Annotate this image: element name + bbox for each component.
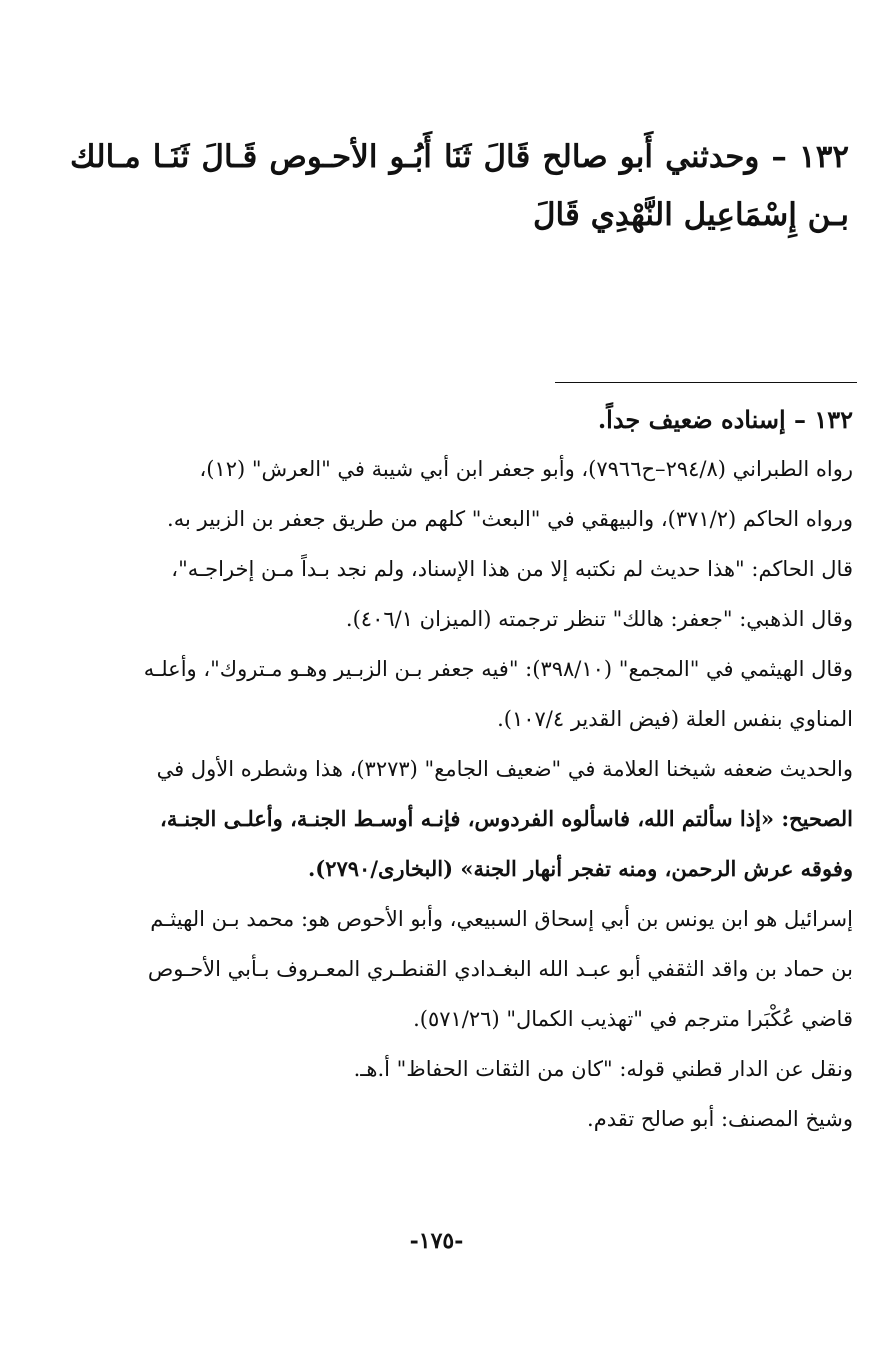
footnote-line: والحديث ضعفه شيخنا العلامة في "ضعيف الجامع" (٣٢٧٣)، هذا وشطره الأول في bbox=[156, 757, 853, 781]
footnote-line: المناوي بنفس العلة (فيض القدير ١٠٧/٤). bbox=[497, 707, 853, 731]
footnote-line: ورواه الحاكم (٣٧١/٢)، والبيهقي في "البعث" كلهم من طريق جعفر بن الزبير به. bbox=[167, 507, 853, 531]
footnote-line: وقال الذهبي: "جعفر: هالك" تنظر ترجمته (الميزان ٤٠٦/١). bbox=[345, 607, 853, 631]
footnote-line: قاضي عُكْبَرا مترجم في "تهذيب الكمال" (٥٧١/٢٦). bbox=[413, 1007, 853, 1031]
page-number: -١٧٥- bbox=[409, 1228, 464, 1254]
footnote-line: رواه الطبراني (٢٩٤/٨–ح٧٩٦٦)، وأبو جعفر ابن أبي شيبة في "العرش" (١٢)، bbox=[199, 457, 853, 481]
footnote-line: إسرائيل هو ابن يونس بن أبي إسحاق السبيعي، وأبو الأحوص هو: محمد بـن الهيثـم bbox=[150, 907, 853, 931]
footnote-line-hadith-quote: وفوقه عرش الرحمن، ومنه تفجر أنهار الجنة» (البخارى/٢٧٩٠). bbox=[307, 856, 853, 881]
footnote-line: ونقل عن الدار قطني قوله: "كان من الثقات الحفاظ" أ.هـ. bbox=[353, 1057, 853, 1081]
footnote-line-hadith-quote: الصحيح: «إذا سألتم الله، فاسألوه الفردوس، فإنـه أوسـط الجنـة، وأعلـى الجنـة، bbox=[160, 806, 853, 831]
footnotes bbox=[74, 402, 853, 1144]
hadith-text: ١٣٢ – وحدثني أَبو صالح قَالَ ثَنَا أَبُـو الأحـوص قَـالَ ثَنَـا مـالك بـن إِسْمَاعِيل النَّهْدِي قَالَ bbox=[70, 139, 849, 233]
footnote-line: وقال الهيثمي في "المجمع" (٣٩٨/١٠): "فيه جعفر بـن الزبـير وهـو مـتروك"، وأعلـه bbox=[143, 657, 853, 681]
footnote-heading: ١٣٢ – إسناده ضعيف جداً. bbox=[597, 405, 853, 434]
footnote-line: قال الحاكم: "هذا حديث لم نكتبه إلا من هذا الإسناد، ولم نجد بـداً مـن إخراجـه"، bbox=[171, 557, 853, 581]
footnote-line: بن حماد بن واقد الثقفي أبو عبـد الله البغـدادي القنطـري المعـروف بـأبي الأحـوص bbox=[147, 957, 853, 981]
footnote-separator bbox=[555, 382, 857, 383]
footnote-line: وشيخ المصنف: أبو صالح تقدم. bbox=[587, 1107, 853, 1131]
